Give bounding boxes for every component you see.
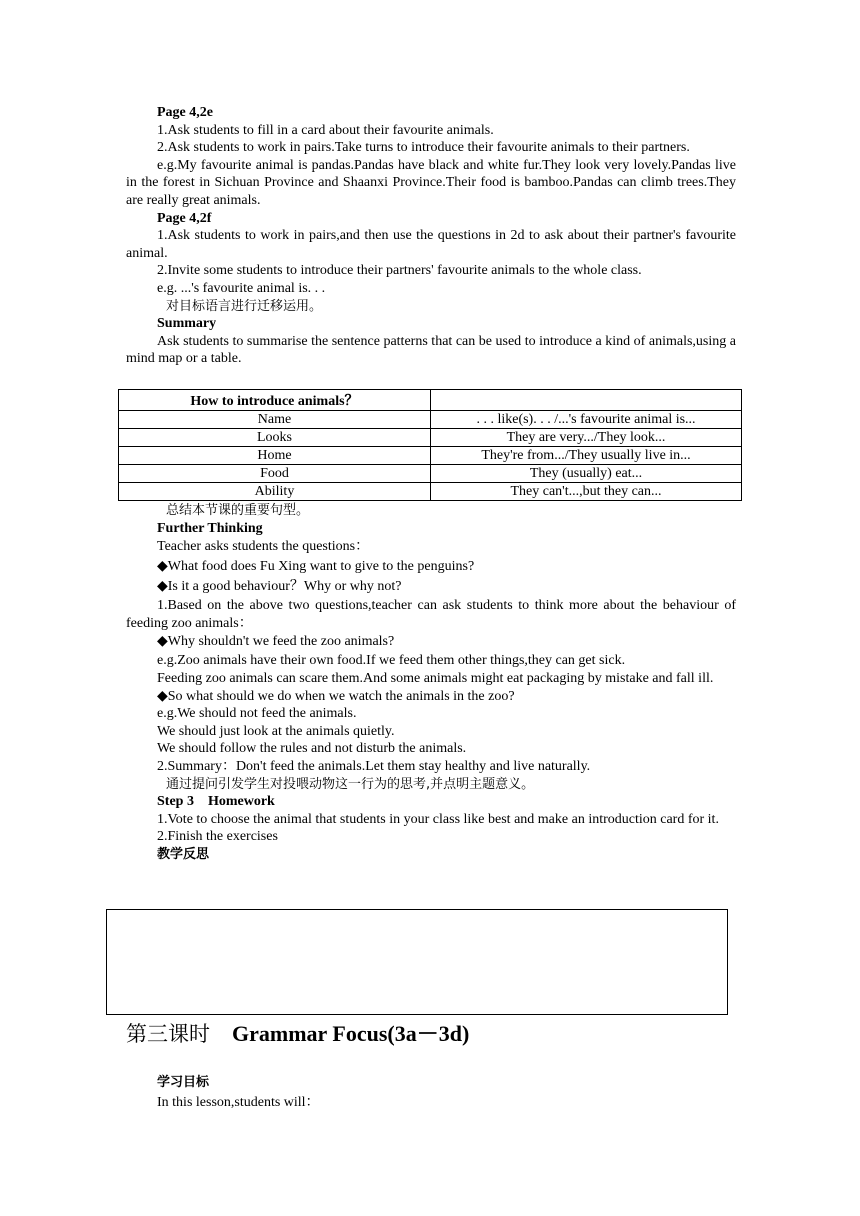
- heading-step-3: Step 3 Homework: [157, 794, 275, 810]
- reflection-box: [106, 909, 728, 1015]
- lesson-title: [126, 1017, 469, 1048]
- heading-summary: Summary: [157, 316, 217, 332]
- paragraph: 2.Ask students to work in pairs.Take turns to introduce their favourite animals to their partners.: [157, 140, 690, 156]
- lesson-title-cn: 第三课时: [126, 1022, 210, 1046]
- paragraph: 1.Vote to choose the animal that students in your class like best and make an introduction card for it.: [157, 811, 719, 827]
- paragraph: 1.Ask students to work in pairs,and then use the questions in 2d to ask about their partner's favourite animal.: [126, 228, 736, 261]
- paragraph: Ask students to summarise the sentence patterns that can be used to introduce a kind of animals,using a mind map or a table.: [126, 333, 736, 367]
- example-line: We should follow the rules and not disturb the animals.: [157, 741, 467, 757]
- table-cell-label: Ability: [119, 483, 431, 501]
- example-line: e.g.We should not feed the animals.: [157, 706, 357, 722]
- question-bullet: ◆What food does Fu Xing want to give to the penguins?: [157, 559, 475, 575]
- table-cell-label: Name: [119, 411, 431, 429]
- reflection-label: 教学反思: [157, 846, 210, 862]
- design-note: 对目标语言进行迁移运用。: [166, 298, 323, 314]
- table-row: [119, 411, 742, 429]
- lesson-plan-text: [126, 104, 736, 368]
- lesson-title-en: Grammar Focus(3a－3d): [232, 1021, 470, 1046]
- table-header: How to introduce animals？: [119, 390, 431, 411]
- heading-page-4-2f: Page 4,2f: [157, 210, 212, 226]
- table-cell-pattern: They can't...,but they can...: [431, 483, 742, 501]
- heading-page-4-2e: Page 4,2e: [157, 105, 213, 120]
- objectives-label: 学习目标: [157, 1075, 210, 1090]
- sentence-pattern-table: [118, 389, 742, 501]
- paragraph: 1.Based on the above two questions,teacher can ask students to think more about the behaviour of feeding zoo animals：: [126, 598, 736, 631]
- paragraph: 2.Summary：Don't feed the animals.Let them stay healthy and live naturally.: [157, 758, 591, 774]
- table-cell-label: Food: [119, 465, 431, 483]
- question-bullet: ◆Is it a good behaviour？Why or why not?: [157, 579, 402, 595]
- table-header-empty: [431, 390, 742, 411]
- table-cell-pattern: They're from.../They usually live in...: [431, 447, 742, 465]
- example-paragraph: e.g.Zoo animals have their own food.If we feed them other things,they can get sick.: [157, 653, 626, 669]
- question-bullet: ◆So what should we do when we watch the animals in the zoo?: [157, 688, 515, 704]
- table-cell-label: Looks: [119, 429, 431, 447]
- table-cell-pattern: They (usually) eat...: [431, 465, 742, 483]
- question-bullet: ◆Why shouldn't we feed the zoo animals?: [157, 634, 395, 650]
- example-line: We should just look at the animals quietly.: [157, 723, 395, 739]
- design-note: 总结本节课的重要句型。: [166, 503, 310, 518]
- example-paragraph: e.g. ...'s favourite animal is. . .: [157, 280, 326, 296]
- design-note: 通过提问引发学生对投喂动物这一行为的思考,并点明主题意义。: [166, 776, 535, 792]
- paragraph: Teacher asks students the questions：: [157, 539, 370, 555]
- table-row: [119, 447, 742, 465]
- table-row: [119, 465, 742, 483]
- learning-objectives: [157, 1073, 737, 1113]
- table-header-row: [119, 390, 742, 411]
- lesson-plan-text-continued: [126, 502, 736, 864]
- example-paragraph: e.g.My favourite animal is pandas.Pandas have black and white fur.They look very lovely.Pandas live in the forest in Sichuan Province and Shaanxi Province.Their food is bamboo.Pandas can climb trees.They are really great animals.: [126, 157, 736, 208]
- paragraph: 2.Finish the exercises: [157, 829, 278, 845]
- paragraph: 1.Ask students to fill in a card about their favourite animals.: [157, 122, 494, 138]
- table-cell-pattern: They are very.../They look...: [431, 429, 742, 447]
- paragraph: 2.Invite some students to introduce their partners' favourite animals to the whole class.: [157, 263, 642, 279]
- table-row: [119, 429, 742, 447]
- heading-further-thinking: Further Thinking: [157, 520, 263, 536]
- objectives-intro: In this lesson,students will：: [157, 1095, 320, 1110]
- table-cell-label: Home: [119, 447, 431, 465]
- table-row: [119, 483, 742, 501]
- example-paragraph: Feeding zoo animals can scare them.And some animals might eat packaging by mistake and fall ill.: [157, 670, 714, 686]
- table-cell-pattern: . . . like(s). . . /...'s favourite animal is...: [431, 411, 742, 429]
